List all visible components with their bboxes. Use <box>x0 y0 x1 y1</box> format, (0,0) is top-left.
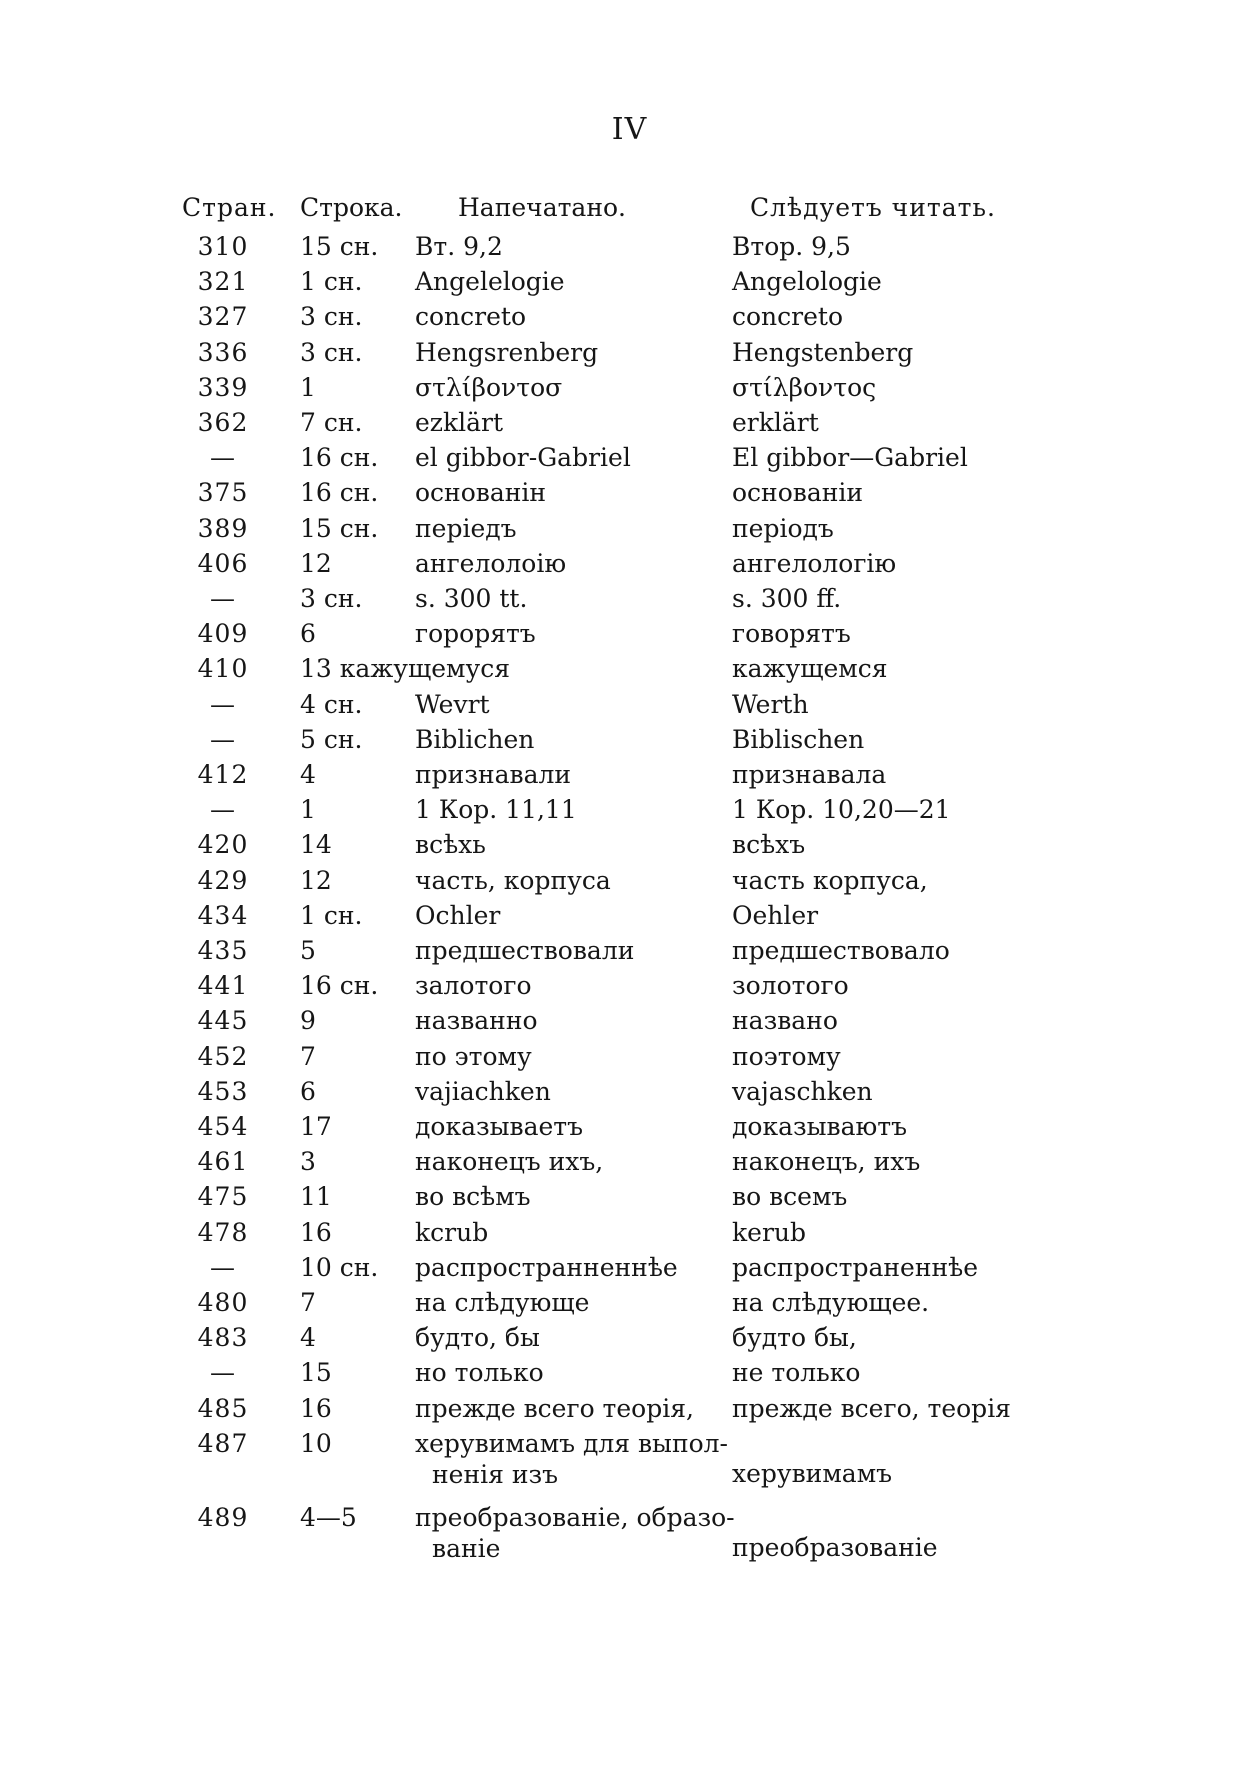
header-read: Слѣдуетъ читать. <box>750 193 996 222</box>
table-row <box>0 405 1259 441</box>
cell-page: 321 <box>197 267 249 296</box>
cell-page: 435 <box>197 936 249 965</box>
cell-page: 445 <box>197 1006 249 1035</box>
cell-page: 327 <box>197 302 249 331</box>
cell-line: 1 <box>300 795 316 824</box>
table-row <box>0 898 1259 934</box>
cell-line: 4—5 <box>300 1503 357 1532</box>
cell-page: 489 <box>197 1503 249 1532</box>
cell-page: 389 <box>197 514 249 543</box>
cell-read: предшествовало <box>732 936 950 965</box>
cell-page: 310 <box>197 232 249 261</box>
cell-page: 485 <box>197 1394 249 1423</box>
cell-read: El gibbor—Gabriel <box>732 443 968 472</box>
cell-line: 1 сн. <box>300 901 363 930</box>
cell-printed: на слѣдующе <box>415 1288 590 1317</box>
cell-page: 375 <box>197 478 249 507</box>
cell-page: 412 <box>197 760 249 789</box>
cell-page: 339 <box>197 373 249 402</box>
cell-printed: признавали <box>415 760 572 789</box>
cell-line: 5 сн. <box>300 725 363 754</box>
cell-line: 10 <box>300 1429 332 1458</box>
table-row <box>0 651 1259 687</box>
table-row <box>0 1502 1259 1566</box>
cell-page: — <box>210 584 236 613</box>
table-row <box>0 1109 1259 1145</box>
cell-page: 452 <box>197 1042 249 1071</box>
cell-line: 11 <box>300 1182 332 1211</box>
cell-printed: названно <box>415 1006 538 1035</box>
table-row <box>0 863 1259 899</box>
table-row <box>0 475 1259 511</box>
cell-line: 16 сн. <box>300 478 379 507</box>
cell-printed: kcrub <box>415 1218 489 1247</box>
cell-page: 487 <box>197 1429 249 1458</box>
cell-page: — <box>210 725 236 754</box>
cell-line: 14 <box>300 830 332 859</box>
cell-line: 17 <box>300 1112 332 1141</box>
header-line: Строка. <box>300 193 403 222</box>
cell-page: 420 <box>197 830 249 859</box>
cell-read: золотого <box>732 971 849 1000</box>
cell-read: говорятъ <box>732 619 851 648</box>
cell-read: всѣхъ <box>732 830 806 859</box>
cell-line: 16 сн. <box>300 971 379 1000</box>
cell-page: 461 <box>197 1147 249 1176</box>
cell-line: 7 сн. <box>300 408 363 437</box>
cell-printed: Wevrt <box>415 690 490 719</box>
cell-read: concreto <box>732 302 843 331</box>
cell-line: 7 <box>300 1042 316 1071</box>
header-printed: Напечатано. <box>458 193 626 222</box>
cell-printed: concreto <box>415 302 526 331</box>
cell-read: названо <box>732 1006 838 1035</box>
header-page: Стран. <box>182 193 277 222</box>
cell-page: 410 <box>197 654 249 683</box>
cell-read: доказываютъ <box>732 1112 907 1141</box>
cell-line: 3 сн. <box>300 584 363 613</box>
cell-printed-cont: ваніе <box>432 1534 501 1563</box>
cell-printed: предшествовали <box>415 936 635 965</box>
cell-read: не только <box>732 1358 861 1387</box>
table-row <box>0 933 1259 969</box>
cell-read: наконецъ, ихъ <box>732 1147 921 1176</box>
cell-line: 15 сн. <box>300 514 379 543</box>
cell-printed: будто, бы <box>415 1323 540 1352</box>
table-row <box>0 1144 1259 1180</box>
cell-read: прежде всего, теорія <box>732 1394 1011 1423</box>
table-row <box>0 511 1259 547</box>
table-row <box>0 1179 1259 1215</box>
cell-read: перiодъ <box>732 514 834 543</box>
cell-printed: στλίβοντοσ <box>415 373 563 402</box>
cell-printed: наконецъ ихъ, <box>415 1147 604 1176</box>
cell-page: 406 <box>197 549 249 578</box>
cell-printed: ezklärt <box>415 408 504 437</box>
cell-page: 441 <box>197 971 249 1000</box>
cell-line: 3 сн. <box>300 302 363 331</box>
cell-printed: Angelelogie <box>415 267 565 296</box>
cell-read: преобразованіе <box>732 1533 938 1562</box>
cell-line: 5 <box>300 936 316 965</box>
cell-read: основанiи <box>732 478 864 507</box>
cell-read: распространеннѣе <box>732 1253 979 1282</box>
cell-line: 16 сн. <box>300 443 379 472</box>
cell-printed: херувимамъ для выпол- <box>415 1429 729 1458</box>
table-row <box>0 616 1259 652</box>
table-row <box>0 370 1259 406</box>
cell-read: во всемъ <box>732 1182 848 1211</box>
cell-read: херувимамъ <box>732 1459 893 1488</box>
cell-page: 454 <box>197 1112 249 1141</box>
table-row <box>0 1215 1259 1251</box>
cell-printed-cont: ненія изъ <box>432 1460 559 1489</box>
cell-printed: прежде всего теорія, <box>415 1394 694 1423</box>
table-row <box>0 1074 1259 1110</box>
table-row <box>0 1355 1259 1391</box>
table-row <box>0 1003 1259 1039</box>
cell-read: s. 300 ff. <box>732 584 842 613</box>
table-row <box>0 1320 1259 1356</box>
cell-line: 7 <box>300 1288 316 1317</box>
cell-printed: s. 300 tt. <box>415 584 528 613</box>
cell-line: 4 сн. <box>300 690 363 719</box>
cell-read: признавала <box>732 760 887 789</box>
table-row <box>0 581 1259 617</box>
cell-printed: el gibbor-Gabriel <box>415 443 631 472</box>
cell-read: erklärt <box>732 408 819 437</box>
cell-read: на слѣдующее. <box>732 1288 930 1317</box>
cell-read: Hengstenberg <box>732 338 914 367</box>
table-row <box>0 229 1259 265</box>
table-header <box>0 190 1259 226</box>
table-row <box>0 1428 1259 1492</box>
cell-line: 1 сн. <box>300 267 363 296</box>
cell-page: 362 <box>197 408 249 437</box>
cell-printed: часть, корпуса <box>415 866 611 895</box>
cell-page: 483 <box>197 1323 249 1352</box>
table-row <box>0 335 1259 371</box>
cell-page: — <box>210 443 236 472</box>
table-row <box>0 1039 1259 1075</box>
cell-read: Втор. 9,5 <box>732 232 851 261</box>
cell-line: 15 <box>300 1358 332 1387</box>
table-row <box>0 757 1259 793</box>
cell-page: 453 <box>197 1077 249 1106</box>
cell-printed: vajiachken <box>415 1077 551 1106</box>
cell-read: кажущемся <box>732 654 888 683</box>
cell-printed: горорятъ <box>415 619 536 648</box>
cell-read: 1 Кор. 10,20—21 <box>732 795 951 824</box>
table-row <box>0 1285 1259 1321</box>
cell-printed: основанiн <box>415 478 547 507</box>
cell-page: — <box>210 1253 236 1282</box>
cell-line: 3 <box>300 1147 316 1176</box>
cell-line: 6 <box>300 619 316 648</box>
cell-read: kerub <box>732 1218 806 1247</box>
cell-printed: доказываетъ <box>415 1112 584 1141</box>
cell-page: 480 <box>197 1288 249 1317</box>
table-row <box>0 792 1259 828</box>
cell-printed: Ochler <box>415 901 501 930</box>
cell-page: 429 <box>197 866 249 895</box>
cell-read: Werth <box>732 690 809 719</box>
table-row <box>0 546 1259 582</box>
cell-printed: преобразованіе, образо- <box>415 1503 735 1532</box>
cell-printed: перiедъ <box>415 514 517 543</box>
cell-line: 12 <box>300 549 332 578</box>
table-row <box>0 1250 1259 1286</box>
cell-line: 12 <box>300 866 332 895</box>
table-row <box>0 827 1259 863</box>
cell-line: 13 кажущемуся <box>300 654 510 683</box>
cell-read: часть корпуса, <box>732 866 928 895</box>
table-row <box>0 687 1259 723</box>
cell-page: 336 <box>197 338 249 367</box>
table-row <box>0 722 1259 758</box>
cell-page: 475 <box>197 1182 249 1211</box>
cell-printed: всѣхь <box>415 830 486 859</box>
cell-page: — <box>210 795 236 824</box>
cell-printed: по этому <box>415 1042 532 1071</box>
cell-read: Oehler <box>732 901 819 930</box>
cell-page: 434 <box>197 901 249 930</box>
cell-printed: распространненнѣе <box>415 1253 678 1282</box>
cell-page: — <box>210 1358 236 1387</box>
cell-read: будто бы, <box>732 1323 857 1352</box>
cell-printed: залотого <box>415 971 532 1000</box>
cell-line: 4 <box>300 760 316 789</box>
table-row <box>0 264 1259 300</box>
table-row <box>0 440 1259 476</box>
page-folio: IV <box>611 112 648 147</box>
cell-page: 478 <box>197 1218 249 1247</box>
cell-line: 16 <box>300 1394 332 1423</box>
cell-printed: Biblichen <box>415 725 535 754</box>
cell-read: поэтому <box>732 1042 841 1071</box>
cell-line: 15 сн. <box>300 232 379 261</box>
cell-printed: ангелолоiю <box>415 549 567 578</box>
cell-page: — <box>210 690 236 719</box>
table-row <box>0 968 1259 1004</box>
cell-read: Angelologie <box>732 267 882 296</box>
cell-line: 6 <box>300 1077 316 1106</box>
cell-line: 9 <box>300 1006 316 1035</box>
cell-read: στίλβοντος <box>732 373 877 402</box>
cell-line: 3 сн. <box>300 338 363 367</box>
cell-line: 16 <box>300 1218 332 1247</box>
cell-page: 409 <box>197 619 249 648</box>
cell-printed: 1 Кор. 11,11 <box>415 795 577 824</box>
cell-read: vajaschken <box>732 1077 873 1106</box>
cell-line: 10 сн. <box>300 1253 379 1282</box>
cell-printed: во всѣмъ <box>415 1182 531 1211</box>
cell-printed: Вт. 9,2 <box>415 232 503 261</box>
table-row <box>0 1391 1259 1427</box>
cell-printed: но только <box>415 1358 544 1387</box>
cell-read: ангелологiю <box>732 549 897 578</box>
cell-line: 1 <box>300 373 316 402</box>
cell-printed: Hengsrenberg <box>415 338 599 367</box>
table-row <box>0 299 1259 335</box>
cell-read: Biblischen <box>732 725 865 754</box>
cell-line: 4 <box>300 1323 316 1352</box>
